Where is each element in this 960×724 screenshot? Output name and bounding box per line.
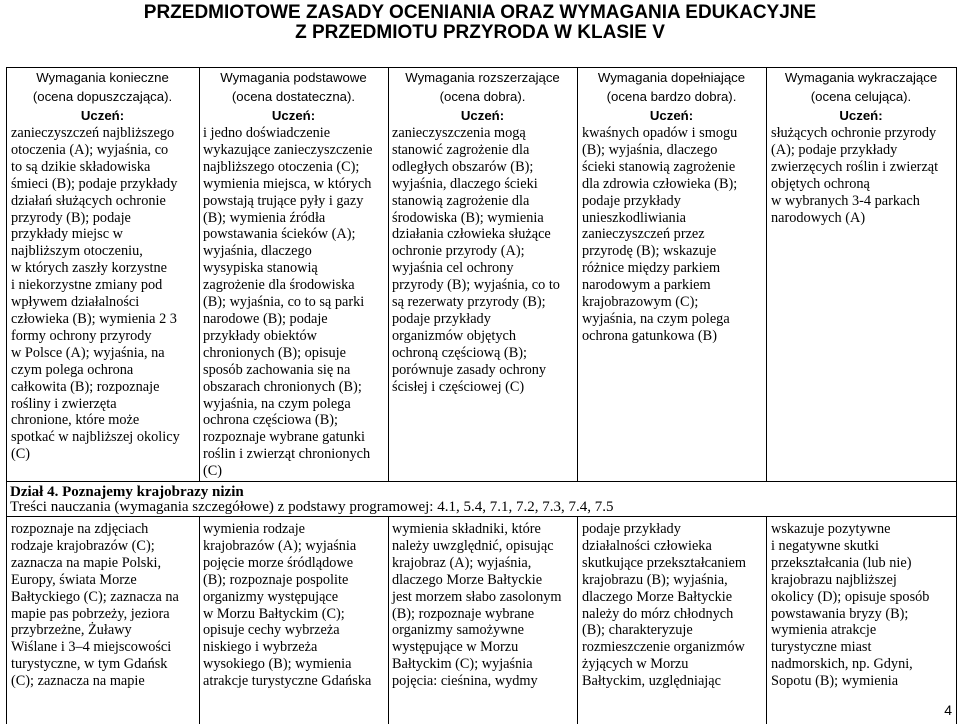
cell-text-line: podaje przykłady bbox=[392, 310, 491, 327]
document-title-line-1: PRZEDMIOTOWE ZASADY OCENIANIA ORAZ WYMAGANIA EDUKACYJNE bbox=[143, 2, 817, 23]
column-header bbox=[578, 68, 765, 125]
cell-text-line: czym polega ochrona bbox=[11, 361, 134, 378]
header-student: Uczeń: bbox=[80, 108, 125, 123]
cell-text-line: stanowić zagrożenie dla bbox=[392, 141, 530, 158]
header-title: Wymagania rozszerzające bbox=[405, 70, 560, 85]
cell-text-line: (B); rozpoznaje pospolite bbox=[203, 571, 349, 588]
header-grade: (ocena dopuszczająca). bbox=[32, 89, 173, 104]
cell-text-line: (C) bbox=[11, 446, 31, 463]
cell-text-line: ścisłej i częściowej (C) bbox=[392, 378, 525, 395]
cell-text-line: wskazuje pozytywne bbox=[771, 521, 891, 537]
page-number: 4 bbox=[944, 702, 952, 718]
cell-text-line: ścieki stanowią zagrożenie bbox=[582, 158, 736, 175]
cell-text-line: (B); charakteryzuje bbox=[582, 622, 693, 639]
cell-text-line: odległych obszarów (B); bbox=[392, 158, 534, 175]
cell-text-line: i niekorzystne zmiany pod bbox=[11, 277, 163, 294]
cell-text-line: wymienia miejsca, w których bbox=[203, 175, 372, 192]
table-cell bbox=[392, 521, 562, 690]
cell-text-line: wymienia rodzaje bbox=[203, 521, 306, 537]
cell-text-line: zagrożenie dla środowiska bbox=[203, 277, 355, 294]
cell-text-line: zwierzęcych roślin i zwierząt bbox=[771, 158, 939, 175]
cell-text-line: zanieczyszczenia mogą bbox=[392, 125, 526, 141]
cell-text-line: organizmy samożywne bbox=[392, 622, 524, 639]
cell-text-line: stanowią zagrożenie dla bbox=[392, 192, 530, 209]
table-cell bbox=[203, 125, 372, 480]
cell-text-line: przybrzeżne, Żuławy bbox=[11, 622, 132, 639]
document-title-line-2: Z PRZEDMIOTU PRZYRODA W KLASIE V bbox=[295, 22, 665, 43]
cell-text-line: atrakcje turystyczne Gdańska bbox=[203, 673, 372, 690]
cell-text-line: dlaczego Morze Bałtyckie bbox=[392, 571, 543, 588]
cell-text-line: w wybranych 3-4 parkach bbox=[771, 192, 920, 209]
header-grade: (ocena bardzo dobra). bbox=[606, 89, 737, 104]
table-divider bbox=[199, 516, 200, 724]
cell-text-line: wymienia składniki, które bbox=[392, 521, 541, 537]
cell-text-line: dlaczego Morze Bałtyckie bbox=[582, 588, 733, 605]
cell-text-line: Bałtyckim, uzględniając bbox=[582, 673, 721, 690]
cell-text-line: wysypiska stanowią bbox=[203, 260, 318, 277]
cell-text-line: w Polsce (A); wyjaśnia, na bbox=[11, 344, 165, 361]
cell-text-line: przyrodę (B); wskazuje bbox=[582, 243, 717, 260]
cell-text-line: przykłady obiektów bbox=[203, 327, 317, 344]
cell-text-line: podaje przykłady bbox=[582, 521, 681, 537]
table-divider bbox=[199, 67, 200, 481]
table-divider bbox=[956, 481, 957, 724]
cell-text-line: należy do mórz chłodnych bbox=[582, 605, 734, 622]
header-student: Uczeń: bbox=[460, 108, 505, 123]
column-header bbox=[389, 68, 576, 125]
cell-text-line: krajobrazów (A); wyjaśnia bbox=[203, 537, 357, 554]
cell-text-line: obszarach chronionych (B); bbox=[203, 378, 362, 395]
cell-text-line: żyjących w Morzu bbox=[582, 656, 689, 673]
cell-text-line: krajobrazowym (C); bbox=[582, 294, 699, 311]
cell-text-line: wyjaśnia, dlaczego bbox=[203, 243, 312, 260]
cell-text-line: są rezerwaty przyrody (B); bbox=[392, 294, 546, 311]
cell-text-line: całkowita (B); rozpoznaje bbox=[11, 378, 160, 395]
cell-text-line: rozpoznaje wybrane gatunki bbox=[203, 429, 365, 446]
cell-text-line: działań służących ochronie bbox=[11, 192, 166, 209]
table-cell bbox=[203, 521, 371, 690]
header-grade: (ocena dobra). bbox=[439, 89, 526, 104]
cell-text-line: otoczenia (A); wyjaśnia, co bbox=[11, 141, 169, 158]
cell-text-line: wyjaśnia, dlaczego ścieki bbox=[392, 175, 538, 192]
cell-text-line: porównuje zasady ochrony bbox=[392, 361, 547, 378]
cell-text-line: chronionych (B); opisuje bbox=[203, 344, 346, 361]
cell-text-line: Sopotu (B); wymienia bbox=[771, 673, 899, 690]
cell-text-line: niskiego i wybrzeża bbox=[203, 639, 318, 656]
cell-text-line: ochronie przyrody (A); bbox=[392, 243, 525, 260]
cell-text-line: (B); wymienia źródła bbox=[203, 209, 326, 226]
table-cell bbox=[582, 125, 737, 345]
cell-text-line: organizmy występujące bbox=[203, 588, 339, 605]
cell-text-line: skutkujące przekształcaniem bbox=[582, 554, 746, 571]
cell-text-line: powstają trujące pyły i gazy bbox=[203, 192, 364, 209]
table-cell bbox=[11, 521, 179, 690]
column-header bbox=[200, 68, 387, 125]
header-title: Wymagania konieczne bbox=[36, 70, 169, 85]
cell-text-line: (C); zaznacza na mapie bbox=[11, 673, 145, 690]
cell-text-line: rośliny i zwierzęta bbox=[11, 395, 117, 412]
cell-text-line: narodowym a parkiem bbox=[582, 277, 711, 294]
table-cell bbox=[582, 521, 746, 690]
table-divider bbox=[766, 516, 767, 724]
cell-text-line: przykłady miejsc w bbox=[11, 226, 123, 243]
cell-text-line: i jedno doświadczenie bbox=[203, 125, 331, 141]
section-heading: Dział 4. Poznajemy krajobrazy nizin bbox=[10, 484, 244, 500]
column-header bbox=[767, 68, 955, 125]
header-title: Wymagania dopełniające bbox=[597, 70, 746, 85]
table-divider bbox=[388, 67, 389, 481]
cell-text-line: przyrody (B); podaje bbox=[11, 209, 131, 226]
section-content: Treści nauczania (wymagania szczegółowe) z podstawy programowej: 4.1, 5.4, 7.1, 7.2, 7.3, 7.4, 7.5 bbox=[10, 499, 614, 515]
cell-text-line: zaznacza na mapie Polski, bbox=[11, 554, 162, 571]
column-header bbox=[7, 68, 198, 125]
cell-text-line: mapie pas pobrzeży, jeziora bbox=[11, 605, 170, 622]
cell-text-line: najbliższym otoczeniu, bbox=[11, 243, 143, 260]
cell-text-line: krajobrazu najbliższej bbox=[771, 571, 897, 588]
table-cell bbox=[11, 125, 180, 463]
cell-text-line: objętych ochroną bbox=[771, 175, 870, 192]
table-divider bbox=[6, 481, 956, 482]
cell-text-line: krajobrazu (B); wyjaśnia, bbox=[582, 571, 728, 588]
table-divider bbox=[6, 67, 7, 481]
cell-text-line: chronione, które może bbox=[11, 412, 140, 429]
cell-text-line: powstawania ścieków (A); bbox=[203, 226, 356, 243]
cell-text-line: środowiska (B); wymienia bbox=[392, 209, 544, 226]
cell-text-line: wyjaśnia cel ochrony bbox=[392, 260, 514, 277]
cell-text-line: ochrona częściowa (B); bbox=[203, 412, 338, 429]
cell-text-line: rozmieszczenie organizmów bbox=[582, 639, 745, 656]
cell-text-line: wykazujące zanieczyszczenie bbox=[203, 141, 373, 158]
cell-text-line: nadmorskich, np. Gdyni, bbox=[771, 656, 913, 673]
cell-text-line: (A); podaje przykłady bbox=[771, 141, 898, 158]
cell-text-line: dla zdrowia człowieka (B); bbox=[582, 175, 738, 192]
header-grade: (ocena dostateczna). bbox=[231, 89, 356, 104]
cell-text-line: zanieczyszczeń przez bbox=[582, 226, 705, 243]
cell-text-line: występujące w Morzu bbox=[392, 639, 519, 656]
cell-text-line: sposób zachowania się na bbox=[203, 361, 351, 378]
cell-text-line: w Morzu Bałtyckim (C); bbox=[203, 605, 345, 622]
cell-text-line: podaje przykłady bbox=[582, 192, 681, 209]
table-divider bbox=[6, 516, 956, 517]
cell-text-line: najbliższego otoczenia (C); bbox=[203, 158, 360, 175]
cell-text-line: narodowe (B); podaje bbox=[203, 310, 328, 327]
cell-text-line: spotkać w najbliższej okolicy bbox=[11, 429, 180, 446]
cell-text-line: roślin i zwierząt chronionych bbox=[203, 446, 371, 463]
cell-text-line: w których zaszły korzystne bbox=[11, 260, 168, 277]
table-divider bbox=[577, 67, 578, 481]
cell-text-line: turystyczne miast bbox=[771, 639, 872, 656]
cell-text-line: przyrody (B); wyjaśnia, co to bbox=[392, 277, 560, 294]
cell-text-line: Europy, świata Morze bbox=[11, 571, 137, 588]
cell-text-line: unieszkodliwiania bbox=[582, 209, 687, 226]
cell-text-line: (B); rozpoznaje wybrane bbox=[392, 605, 535, 622]
cell-text-line: rozpoznaje na zdjęciach bbox=[11, 521, 149, 537]
cell-text-line: śmieci (B); podaje przykłady bbox=[11, 175, 178, 192]
header-title: Wymagania podstawowe bbox=[220, 70, 367, 85]
table-cell bbox=[771, 125, 938, 226]
table-cell bbox=[771, 521, 929, 690]
cell-text-line: wysokiego (B); wymienia bbox=[203, 656, 352, 673]
cell-text-line: człowieka (B); wymienia 2 3 bbox=[11, 310, 177, 327]
cell-text-line: różnice między parkiem bbox=[582, 260, 721, 277]
cell-text-line: to są dzikie składowiska bbox=[11, 158, 151, 175]
cell-text-line: i negatywne skutki bbox=[771, 537, 880, 554]
cell-text-line: pojęcie morze śródlądowe bbox=[203, 554, 354, 571]
cell-text-line: Bałtyckim (C); wyjaśnia bbox=[392, 656, 533, 673]
cell-text-line: zanieczyszczeń najbliższego bbox=[11, 125, 175, 141]
cell-text-line: opisuje cechy wybrzeża bbox=[203, 622, 340, 639]
header-student: Uczeń: bbox=[649, 108, 694, 123]
cell-text-line: organizmów objętych bbox=[392, 327, 517, 344]
cell-text-line: kwaśnych opadów i smogu bbox=[582, 125, 738, 141]
table-divider bbox=[577, 516, 578, 724]
table-divider bbox=[766, 67, 767, 481]
cell-text-line: działania człowieka służące bbox=[392, 226, 551, 243]
cell-text-line: (C) bbox=[203, 463, 223, 480]
table-divider bbox=[388, 516, 389, 724]
cell-text-line: ochroną częściową (B); bbox=[392, 344, 527, 361]
cell-text-line: powstawania bryzy (B); bbox=[771, 605, 909, 622]
cell-text-line: ochrona gatunkowa (B) bbox=[582, 327, 717, 344]
cell-text-line: należy uwzględnić, opisując bbox=[392, 537, 554, 554]
cell-text-line: krajobraz (A); wyjaśnia, bbox=[392, 554, 532, 571]
cell-text-line: przekształcania (lub nie) bbox=[771, 554, 912, 571]
cell-text-line: rodzaje krajobrazów (C); bbox=[11, 537, 155, 554]
header-grade: (ocena celująca). bbox=[810, 89, 912, 104]
cell-text-line: formy ochrony przyrody bbox=[11, 327, 152, 344]
cell-text-line: turystyczne, w tym Gdańsk bbox=[11, 656, 168, 673]
cell-text-line: wyjaśnia, na czym polega bbox=[582, 310, 730, 327]
cell-text-line: wyjaśnia, na czym polega bbox=[203, 395, 351, 412]
header-title: Wymagania wykraczające bbox=[784, 70, 938, 85]
cell-text-line: działalności człowieka bbox=[582, 537, 712, 554]
cell-text-line: wpływem działalności bbox=[11, 294, 140, 311]
table-divider bbox=[956, 67, 957, 481]
cell-text-line: okolicy (D); opisuje sposób bbox=[771, 588, 930, 605]
cell-text-line: służących ochronie przyrody bbox=[771, 125, 937, 141]
cell-text-line: (B); wyjaśnia, co to są parki bbox=[203, 294, 365, 311]
header-student: Uczeń: bbox=[271, 108, 316, 123]
header-student: Uczeń: bbox=[839, 108, 883, 123]
cell-text-line: wymienia atrakcje bbox=[771, 622, 877, 639]
table-divider bbox=[6, 481, 7, 724]
cell-text-line: jest morzem słabo zasolonym bbox=[392, 588, 562, 605]
cell-text-line: pojęcia: cieśnina, wydmy bbox=[392, 673, 538, 690]
cell-text-line: narodowych (A) bbox=[771, 209, 866, 226]
cell-text-line: Bałtyckiego (C); zaznacza na bbox=[11, 588, 179, 605]
cell-text-line: Wiślane i 3–4 miejscowości bbox=[11, 639, 172, 656]
cell-text-line: (B); wyjaśnia, dlaczego bbox=[582, 141, 718, 158]
table-cell bbox=[392, 125, 560, 396]
